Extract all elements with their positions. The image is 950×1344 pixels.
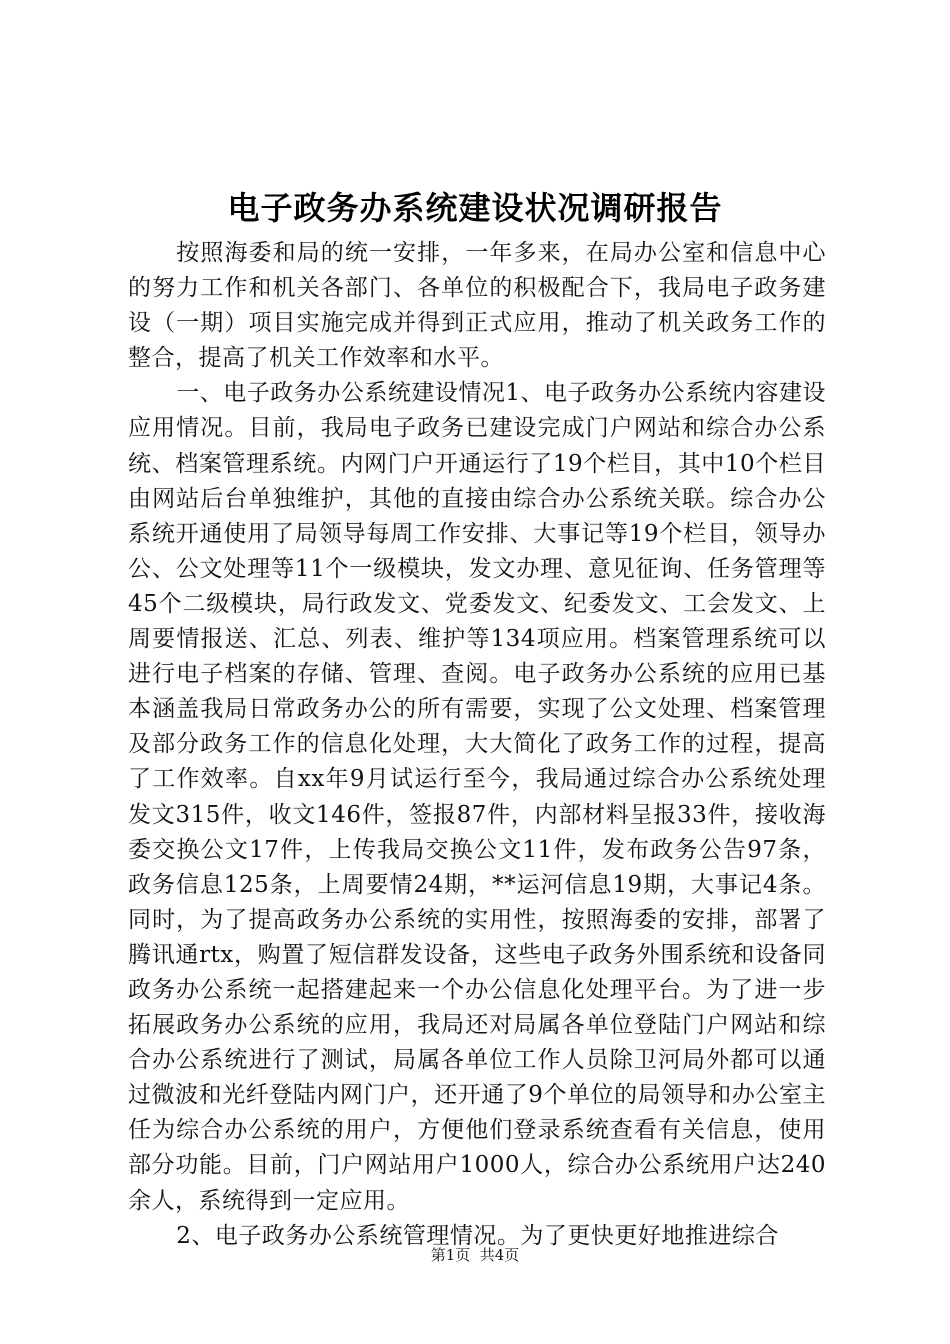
- paragraph-intro: 按照海委和局的统一安排，一年多来，在局办公室和信息中心的努力工作和机关各部门、各单位的积极配合下，我局电子政务建设（一期）项目实施完成并得到正式应用，推动了机关政务工作的整合，提高了机关工作效率和水平。: [128, 240, 826, 372]
- document-body: [128, 236, 826, 1254]
- paragraph-section-two: 2、电子政务办公系统管理情况。为了更快更好地推进综合: [176, 1222, 779, 1249]
- page-footer: [0, 1245, 950, 1265]
- page-number: 第1页 共4页: [430, 1246, 520, 1264]
- paragraph-section-one: 一、电子政务办公系统建设情况1、电子政务办公系统内容建设应用情况。目前，我局电子政务已建设完成门户网站和综合办公系统、档案管理系统。内网门户开通运行了19个栏目，其中10个栏目由网站后台单独维护，其他的直接由综合办公系统关联。综合办公系统开通使用了局领导每周工作安排、大事记等19个栏目，领导办公、公文处理等11个一级模块，发文办理、意见征询、任务管理等45个二级模块，局行政发文、党委发文、纪委发文、工会发文、上周要情报送、汇总、列表、维护等134项应用。档案管理系统可以进行电子档案的存储、管理、查阅。电子政务办公系统的应用已基本涵盖我局日常政务办公的所有需要，实现了公文处理、档案管理及部分政务工作的信息化处理，大大简化了政务工作的过程，提高了工作效率。自xx年9月试运行至今，我局通过综合办公系统处理发文315件，收文146件，签报87件，内部材料呈报33件，接收海委交换公文17件，上传我局交换公文11件，发布政务公告97条，政务信息125条，上周要情24期，**运河信息19期，大事记4条。同时，为了提高政务办公系统的实用性，按照海委的安排，部署了腾讯通rtx，购置了短信群发设备，这些电子政务外围系统和设备同政务办公系统一起搭建起来一个办公信息化处理平台。为了进一步拓展政务办公系统的应用，我局还对局属各单位登陆门户网站和综合办公系统进行了测试，局属各单位工作人员除卫河局外都可以通过微波和光纤登陆内网门户，还开通了9个单位的局领导和办公室主任为综合办公系统的用户，方便他们登录系统查看有关信息，使用部分功能。目前，门户网站用户1000人，综合办公系统用户达240余人，系统得到一定应用。: [128, 380, 826, 1214]
- document-title: 电子政务办系统建设状况调研报告: [227, 189, 723, 227]
